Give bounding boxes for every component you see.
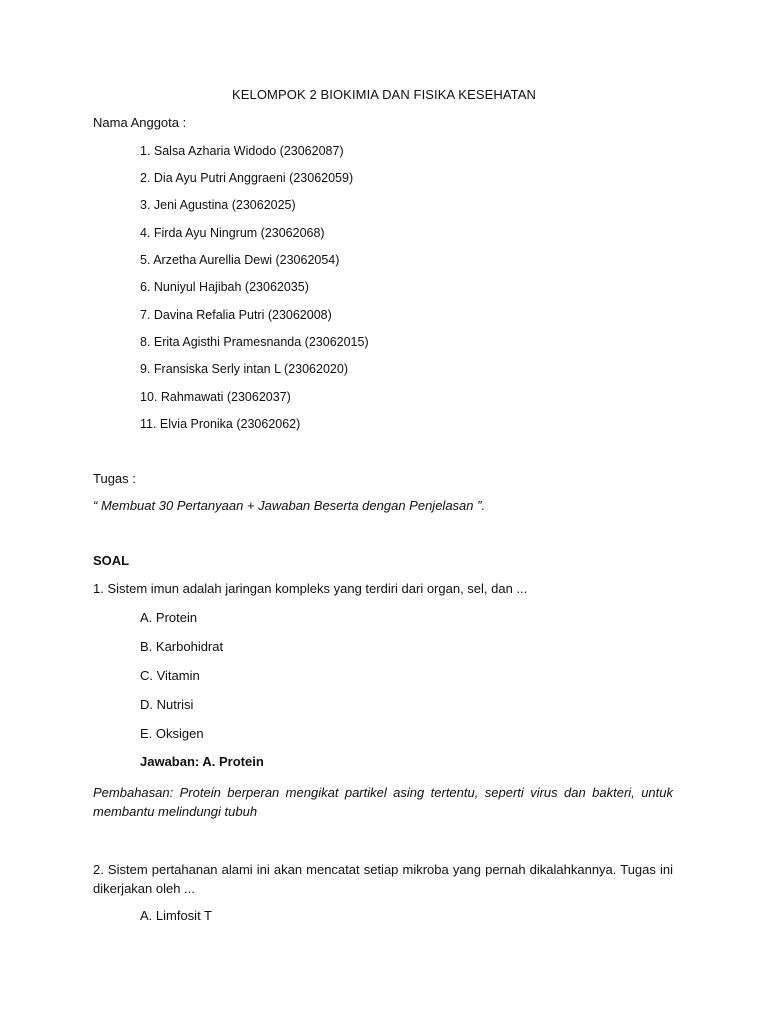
question-text: 1. Sistem imun adalah jaringan kompleks yang terdiri dari organ, sel, dan ... [93, 581, 528, 596]
task-text: “ Membuat 30 Pertanyaan + Jawaban Beserta dengan Penjelasan ”. [93, 498, 486, 513]
member-item: 11. Elvia Pronika (23062062) [140, 417, 301, 431]
members-label: Nama Anggota : [93, 115, 187, 130]
section-label: SOAL [93, 553, 130, 568]
answer-option: E. Oksigen [140, 726, 204, 741]
correct-answer: Jawaban: A. Protein [140, 754, 264, 769]
member-item: 9. Fransiska Serly intan L (23062020) [140, 362, 348, 376]
document-title: KELOMPOK 2 BIOKIMIA DAN FISIKA KESEHATAN [231, 87, 537, 102]
member-item: 3. Jeni Agustina (23062025) [140, 198, 296, 212]
answer-option: D. Nutrisi [140, 697, 194, 712]
member-item: 1. Salsa Azharia Widodo (23062087) [140, 144, 344, 158]
member-item: 2. Dia Ayu Putri Anggraeni (23062059) [140, 171, 354, 185]
member-item: 10. Rahmawati (23062037) [140, 390, 291, 404]
answer-option: A. Protein [140, 610, 198, 625]
answer-option: A. Limfosit T [140, 908, 213, 923]
answer-option: C. Vitamin [140, 668, 200, 683]
member-item: 7. Davina Refalia Putri (23062008) [140, 308, 332, 322]
explanation-text: Pembahasan: Protein berperan mengikat partikel asing tertentu, seperti virus dan bakteri, untuk membantu melindungi tubuh [93, 785, 673, 819]
member-item: 4. Firda Ayu Ningrum (23062068) [140, 226, 325, 240]
question-text: 2. Sistem pertahanan alami ini akan mencatat setiap mikroba yang pernah dikalahkannya. Tugas ini dikerjakan oleh ... [93, 862, 673, 896]
answer-option: B. Karbohidrat [140, 639, 224, 654]
task-label: Tugas : [93, 471, 136, 486]
member-item: 8. Erita Agisthi Pramesnanda (23062015) [140, 335, 369, 349]
member-item: 6. Nuniyul Hajibah (23062035) [140, 280, 309, 294]
member-item: 5. Arzetha Aurellia Dewi (23062054) [140, 253, 340, 267]
